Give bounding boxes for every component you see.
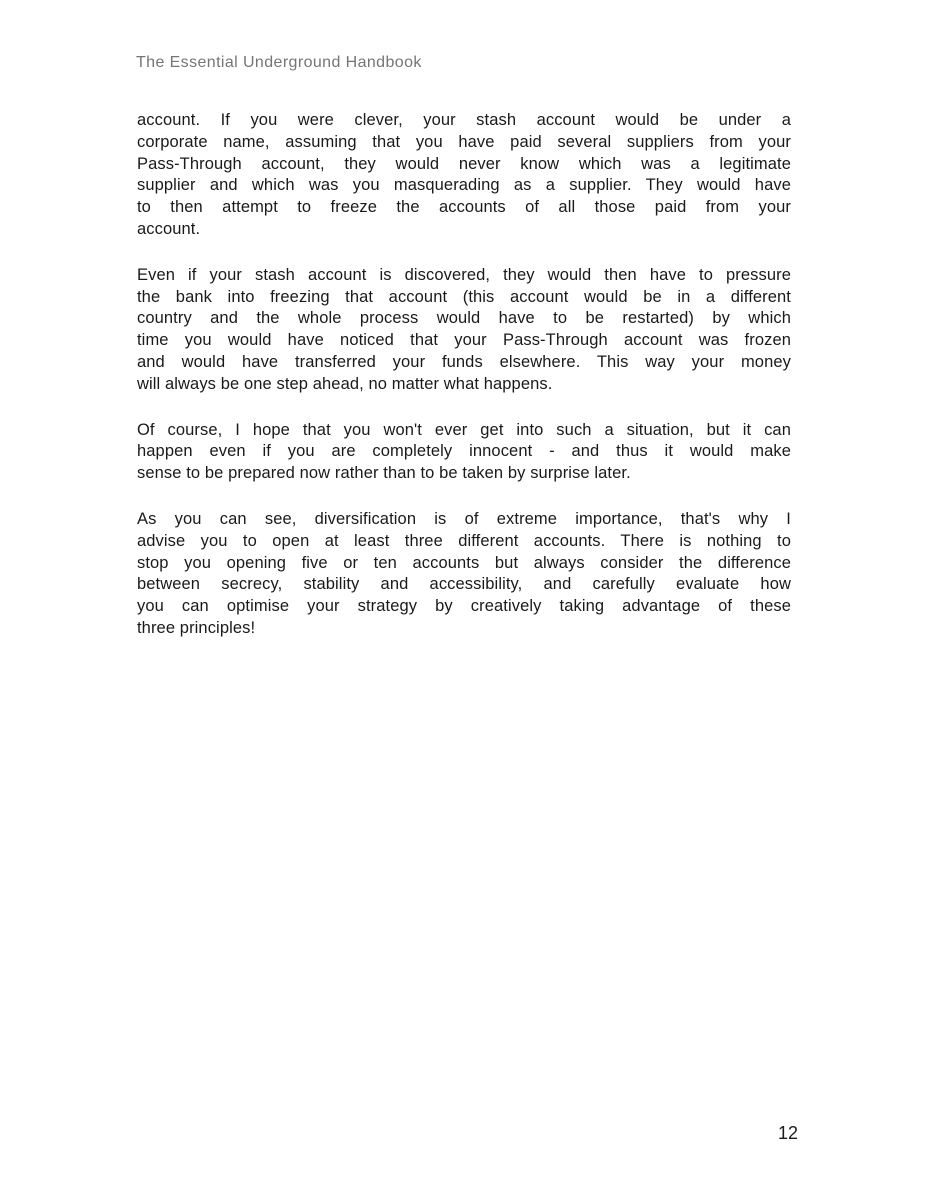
text-line: stop you opening five or ten accounts but always consider the difference xyxy=(137,553,791,572)
paragraph xyxy=(137,110,791,241)
text-line: country and the whole process would have to be restarted) by which xyxy=(137,309,791,328)
text-line: advise you to open at least three different accounts. There is nothing to xyxy=(137,531,791,550)
running-header: The Essential Underground Handbook xyxy=(136,54,422,71)
page-number: 12 xyxy=(777,1123,799,1143)
text-line: Pass-Through account, they would never know which was a legitimate xyxy=(137,154,791,173)
text-line: three principles! xyxy=(137,618,256,637)
paragraph xyxy=(137,420,791,485)
text-line: between secrecy, stability and accessibility, and carefully evaluate how xyxy=(137,575,791,594)
paragraph xyxy=(137,265,791,396)
paragraph xyxy=(137,509,791,640)
text-line: Even if your stash account is discovered, they would then have to pressure xyxy=(137,265,791,284)
text-line: time you would have noticed that your Pass-Through account was frozen xyxy=(137,331,791,350)
text-line: account. If you were clever, your stash account would be under a xyxy=(137,111,791,129)
document-body xyxy=(137,110,791,664)
text-line: the bank into freezing that account (this account would be in a different xyxy=(137,287,791,306)
text-line: and would have transferred your funds elsewhere. This way your money xyxy=(137,352,791,371)
text-line: Of course, I hope that you won't ever get into such a situation, but it can xyxy=(137,420,791,439)
text-line: happen even if you are completely innocent - and thus it would make xyxy=(137,442,791,461)
text-line: you can optimise your strategy by creatively taking advantage of these xyxy=(137,597,791,616)
text-line: corporate name, assuming that you have paid several suppliers from your xyxy=(137,132,791,151)
text-line: As you can see, diversification is of extreme importance, that's why I xyxy=(137,509,791,528)
text-line: account. xyxy=(137,219,201,238)
text-line: sense to be prepared now rather than to be taken by surprise later. xyxy=(137,464,631,483)
text-line: supplier and which was you masquerading as a supplier. They would have xyxy=(137,176,791,195)
text-line: will always be one step ahead, no matter what happens. xyxy=(137,374,553,393)
text-line: to then attempt to freeze the accounts of all those paid from your xyxy=(137,198,791,217)
